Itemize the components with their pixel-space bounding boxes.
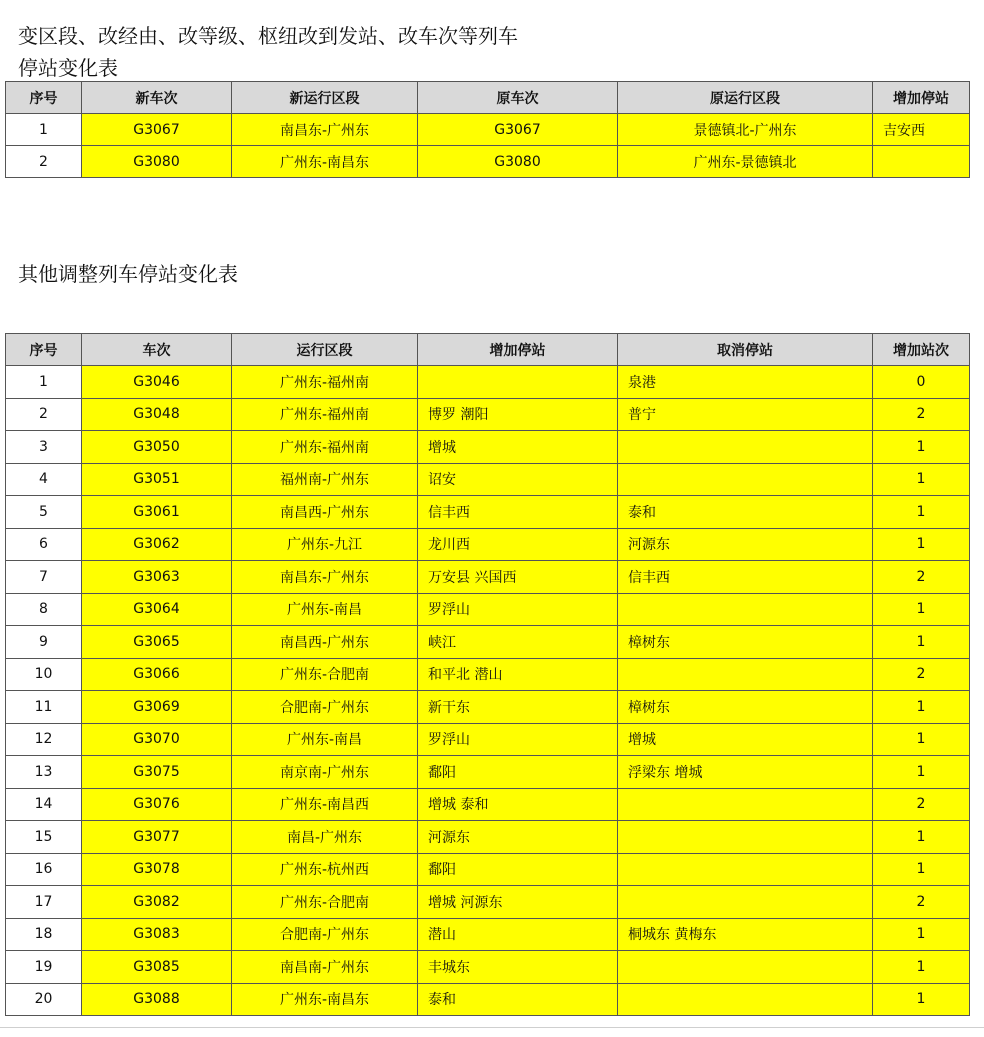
table-cell: 1 xyxy=(873,951,970,984)
table-cell: 广州东-南昌 xyxy=(232,723,418,756)
col-header: 原车次 xyxy=(418,82,618,114)
table-cell: 1 xyxy=(873,691,970,724)
table-cell: G3050 xyxy=(82,431,232,464)
table-cell: 普宁 xyxy=(618,398,873,431)
table-cell: 10 xyxy=(6,658,82,691)
table-cell xyxy=(618,463,873,496)
table-header-row xyxy=(6,82,970,114)
table-cell: 万安县 兴国西 xyxy=(418,561,618,594)
table-cell: 河源东 xyxy=(618,528,873,561)
col-header: 序号 xyxy=(6,82,82,114)
table-cell: G3080 xyxy=(418,146,618,178)
table-cell: 7 xyxy=(6,561,82,594)
table-cell: 樟树东 xyxy=(618,691,873,724)
table-cell: G3076 xyxy=(82,788,232,821)
table-cell xyxy=(618,886,873,919)
table-cell: 11 xyxy=(6,691,82,724)
table-cell: 20 xyxy=(6,983,82,1016)
table-row xyxy=(6,146,970,178)
table-row xyxy=(6,853,970,886)
table-cell: 2 xyxy=(6,398,82,431)
table-cell: 信丰西 xyxy=(418,496,618,529)
table-cell: 18 xyxy=(6,918,82,951)
table2-title: 其他调整列车停站变化表 xyxy=(18,262,238,286)
table-route-change xyxy=(5,81,970,178)
table-row xyxy=(6,463,970,496)
table-cell: 南昌-广州东 xyxy=(232,821,418,854)
col-header: 序号 xyxy=(6,334,82,366)
table-cell: 1 xyxy=(6,114,82,146)
table-row xyxy=(6,886,970,919)
table-cell: 樟树东 xyxy=(618,626,873,659)
table-cell: 潜山 xyxy=(418,918,618,951)
table-cell: 16 xyxy=(6,853,82,886)
table-cell: 罗浮山 xyxy=(418,593,618,626)
table-cell: 广州东-南昌东 xyxy=(232,983,418,1016)
table-cell: 2 xyxy=(873,658,970,691)
table-cell xyxy=(618,788,873,821)
table-row xyxy=(6,398,970,431)
table-row xyxy=(6,366,970,399)
table-cell: 吉安西 xyxy=(873,114,970,146)
table-cell: 1 xyxy=(873,821,970,854)
table-cell: G3082 xyxy=(82,886,232,919)
table-row xyxy=(6,593,970,626)
table-cell: 增城 xyxy=(618,723,873,756)
table-cell: G3064 xyxy=(82,593,232,626)
table-cell: 1 xyxy=(873,463,970,496)
table-row xyxy=(6,756,970,789)
table-header-row xyxy=(6,334,970,366)
table-cell: 广州东-福州南 xyxy=(232,431,418,464)
table-cell: 南昌西-广州东 xyxy=(232,626,418,659)
table-cell: 浮梁东 增城 xyxy=(618,756,873,789)
table-cell: 6 xyxy=(6,528,82,561)
table-row xyxy=(6,658,970,691)
table-cell: 广州东-合肥南 xyxy=(232,658,418,691)
col-header: 新运行区段 xyxy=(232,82,418,114)
table-cell: 8 xyxy=(6,593,82,626)
table-cell: 增城 泰和 xyxy=(418,788,618,821)
table-cell: 17 xyxy=(6,886,82,919)
table-cell: 合肥南-广州东 xyxy=(232,691,418,724)
table-cell: 诏安 xyxy=(418,463,618,496)
table-cell xyxy=(618,658,873,691)
table-stop-adjustment xyxy=(5,333,970,1016)
table-cell: 泰和 xyxy=(418,983,618,1016)
table-cell: G3048 xyxy=(82,398,232,431)
table-cell: 19 xyxy=(6,951,82,984)
table-cell: 1 xyxy=(873,431,970,464)
table-cell: G3075 xyxy=(82,756,232,789)
table-cell: 增城 xyxy=(418,431,618,464)
table-cell: 新干东 xyxy=(418,691,618,724)
table-cell: G3070 xyxy=(82,723,232,756)
table-cell: 南昌东-广州东 xyxy=(232,561,418,594)
table-cell: 广州东-景德镇北 xyxy=(618,146,873,178)
table-cell: 4 xyxy=(6,463,82,496)
col-header: 增加停站 xyxy=(418,334,618,366)
table-cell: 1 xyxy=(873,918,970,951)
table-row xyxy=(6,821,970,854)
table-cell: 南昌东-广州东 xyxy=(232,114,418,146)
table-cell: 广州东-南昌西 xyxy=(232,788,418,821)
table-cell: 2 xyxy=(873,398,970,431)
table-cell: 1 xyxy=(873,593,970,626)
table-cell xyxy=(873,146,970,178)
table-cell: 3 xyxy=(6,431,82,464)
table-row xyxy=(6,951,970,984)
table-row xyxy=(6,431,970,464)
table-cell: 峡江 xyxy=(418,626,618,659)
table-cell: G3063 xyxy=(82,561,232,594)
table-cell: 南昌西-广州东 xyxy=(232,496,418,529)
table-cell: 广州东-杭州西 xyxy=(232,853,418,886)
table-cell: G3083 xyxy=(82,918,232,951)
col-header: 车次 xyxy=(82,334,232,366)
table-cell: G3065 xyxy=(82,626,232,659)
table-cell: G3069 xyxy=(82,691,232,724)
table-cell: 2 xyxy=(873,886,970,919)
table-cell: 1 xyxy=(873,528,970,561)
table-cell: 广州东-福州南 xyxy=(232,366,418,399)
table-cell: 广州东-南昌东 xyxy=(232,146,418,178)
table-row xyxy=(6,561,970,594)
table-row xyxy=(6,626,970,659)
table-cell: 博罗 潮阳 xyxy=(418,398,618,431)
table-cell: 广州东-南昌 xyxy=(232,593,418,626)
table-cell xyxy=(618,431,873,464)
table-cell: 景德镇北-广州东 xyxy=(618,114,873,146)
table-cell: 鄱阳 xyxy=(418,853,618,886)
table-cell: 2 xyxy=(6,146,82,178)
table-cell: 信丰西 xyxy=(618,561,873,594)
table-cell: 合肥南-广州东 xyxy=(232,918,418,951)
table-cell xyxy=(618,951,873,984)
table-cell xyxy=(618,983,873,1016)
table-cell: 南昌南-广州东 xyxy=(232,951,418,984)
table-cell: 1 xyxy=(6,366,82,399)
table-cell: 和平北 潜山 xyxy=(418,658,618,691)
table-cell: 桐城东 黄梅东 xyxy=(618,918,873,951)
table-cell: 2 xyxy=(873,561,970,594)
table-cell: G3067 xyxy=(82,114,232,146)
table-row xyxy=(6,691,970,724)
table-cell: 福州南-广州东 xyxy=(232,463,418,496)
table-cell: 1 xyxy=(873,626,970,659)
table-cell: G3051 xyxy=(82,463,232,496)
table-cell: G3088 xyxy=(82,983,232,1016)
table-cell: 0 xyxy=(873,366,970,399)
table1-title-line1: 变区段、改经由、改等级、枢纽改到发站、改车次等列车 xyxy=(18,24,518,48)
col-header: 增加站次 xyxy=(873,334,970,366)
table-row xyxy=(6,496,970,529)
table-row xyxy=(6,983,970,1016)
table-cell: 广州东-福州南 xyxy=(232,398,418,431)
table-cell: 泉港 xyxy=(618,366,873,399)
table-cell xyxy=(618,853,873,886)
table-cell: G3066 xyxy=(82,658,232,691)
col-header: 取消停站 xyxy=(618,334,873,366)
table-cell: 1 xyxy=(873,496,970,529)
table-cell: 泰和 xyxy=(618,496,873,529)
table-cell: 15 xyxy=(6,821,82,854)
table-cell: 1 xyxy=(873,983,970,1016)
table-cell: 广州东-九江 xyxy=(232,528,418,561)
table-cell: G3046 xyxy=(82,366,232,399)
page-divider xyxy=(0,1027,984,1028)
table-cell: 14 xyxy=(6,788,82,821)
table-cell: 1 xyxy=(873,756,970,789)
table-cell: 13 xyxy=(6,756,82,789)
table-cell: 增城 河源东 xyxy=(418,886,618,919)
col-header: 增加停站 xyxy=(873,82,970,114)
table-row xyxy=(6,723,970,756)
col-header: 运行区段 xyxy=(232,334,418,366)
table-cell: G3067 xyxy=(418,114,618,146)
col-header: 原运行区段 xyxy=(618,82,873,114)
table-cell: 2 xyxy=(873,788,970,821)
table-cell: 丰城东 xyxy=(418,951,618,984)
table-cell: 9 xyxy=(6,626,82,659)
table-cell: 5 xyxy=(6,496,82,529)
table-cell: 鄱阳 xyxy=(418,756,618,789)
table-cell: 1 xyxy=(873,723,970,756)
table-cell xyxy=(618,821,873,854)
table-row xyxy=(6,788,970,821)
table-row xyxy=(6,114,970,146)
table-cell xyxy=(618,593,873,626)
table-cell: G3085 xyxy=(82,951,232,984)
table-cell: 河源东 xyxy=(418,821,618,854)
table-cell: 罗浮山 xyxy=(418,723,618,756)
table-cell: G3061 xyxy=(82,496,232,529)
table-cell: 12 xyxy=(6,723,82,756)
table-cell: G3078 xyxy=(82,853,232,886)
table-cell: 广州东-合肥南 xyxy=(232,886,418,919)
table-cell: G3080 xyxy=(82,146,232,178)
table-row xyxy=(6,528,970,561)
table-cell xyxy=(418,366,618,399)
table-cell: G3062 xyxy=(82,528,232,561)
col-header: 新车次 xyxy=(82,82,232,114)
table-cell: 1 xyxy=(873,853,970,886)
table1-title-line2: 停站变化表 xyxy=(18,56,118,80)
table-cell: 南京南-广州东 xyxy=(232,756,418,789)
table-row xyxy=(6,918,970,951)
table-cell: 龙川西 xyxy=(418,528,618,561)
table-cell: G3077 xyxy=(82,821,232,854)
